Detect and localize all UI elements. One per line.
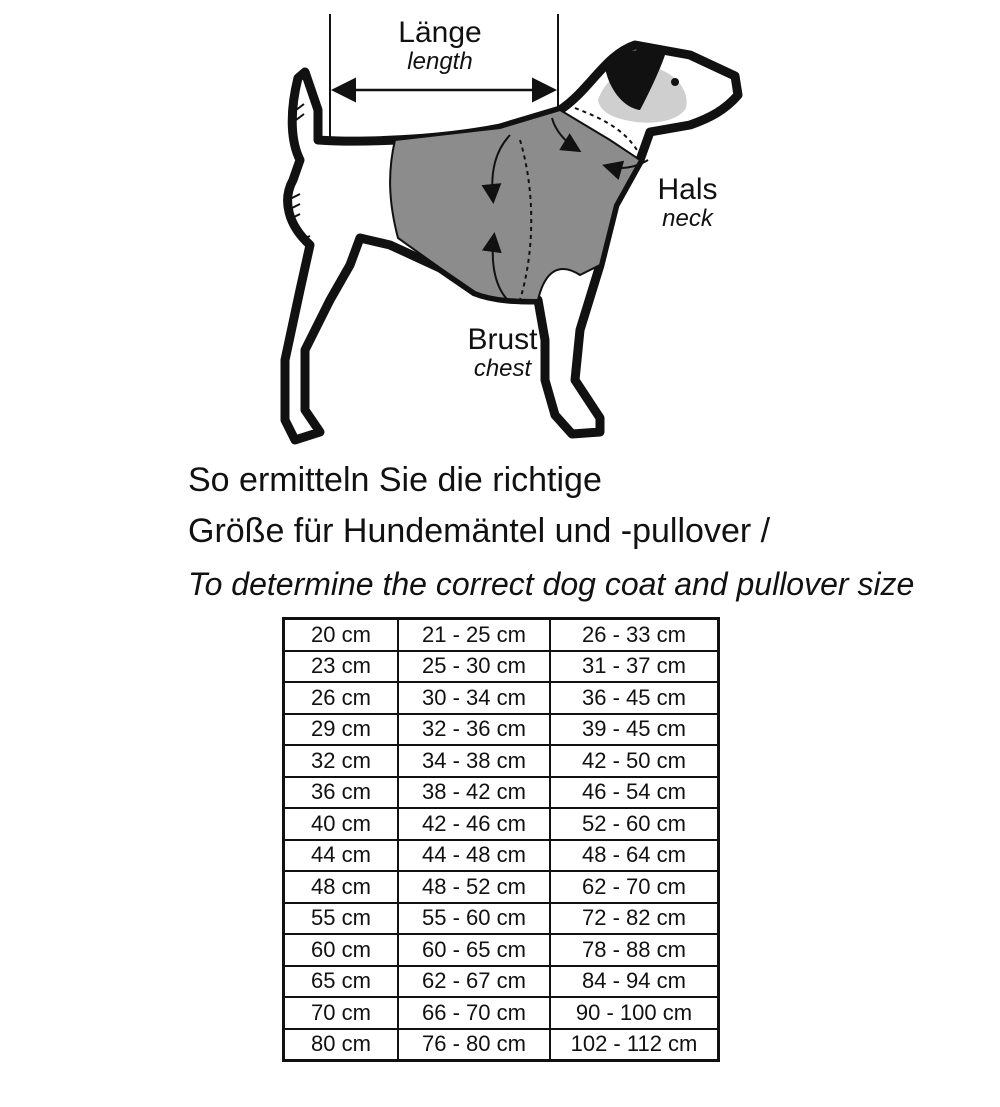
table-cell: 78 - 88 cm xyxy=(550,934,719,966)
table-cell: 48 - 52 cm xyxy=(398,871,550,903)
table-cell: 25 - 30 cm xyxy=(398,651,550,683)
chest-label-de: Brust xyxy=(467,323,538,356)
neck-label-de: Hals xyxy=(657,173,718,206)
table-cell: 39 - 45 cm xyxy=(550,714,719,746)
table-cell: 48 - 64 cm xyxy=(550,840,719,872)
heading-line-1: So ermitteln Sie die richtige xyxy=(188,461,602,499)
table-cell: 48 cm xyxy=(284,871,399,903)
table-cell: 70 cm xyxy=(284,997,399,1029)
table-row xyxy=(284,745,719,777)
table-row xyxy=(284,714,719,746)
table-cell: 84 - 94 cm xyxy=(550,966,719,998)
table-cell: 44 - 48 cm xyxy=(398,840,550,872)
table-row xyxy=(284,997,719,1029)
chest-label xyxy=(455,325,550,381)
table-cell: 26 - 33 cm xyxy=(550,619,719,651)
dog-eye xyxy=(671,78,679,86)
table-cell: 90 - 100 cm xyxy=(550,997,719,1029)
table-cell: 26 cm xyxy=(284,682,399,714)
table-cell: 42 - 46 cm xyxy=(398,808,550,840)
table-row xyxy=(284,840,719,872)
chest-label-en: chest xyxy=(473,355,532,382)
table-cell: 65 cm xyxy=(284,966,399,998)
table-cell: 76 - 80 cm xyxy=(398,1029,550,1061)
table-cell: 62 - 70 cm xyxy=(550,871,719,903)
table-cell: 55 - 60 cm xyxy=(398,903,550,935)
table-cell: 102 - 112 cm xyxy=(550,1029,719,1061)
table-cell: 32 cm xyxy=(284,745,399,777)
table-cell: 72 - 82 cm xyxy=(550,903,719,935)
neck-label xyxy=(640,175,735,231)
table-cell: 80 cm xyxy=(284,1029,399,1061)
table-cell: 29 cm xyxy=(284,714,399,746)
table-cell: 62 - 67 cm xyxy=(398,966,550,998)
table-row xyxy=(284,808,719,840)
table-cell: 32 - 36 cm xyxy=(398,714,550,746)
table-cell: 30 - 34 cm xyxy=(398,682,550,714)
table-row xyxy=(284,1029,719,1061)
table-row xyxy=(284,777,719,809)
table-cell: 60 - 65 cm xyxy=(398,934,550,966)
table-cell: 36 - 45 cm xyxy=(550,682,719,714)
table-row xyxy=(284,966,719,998)
neck-label-en: neck xyxy=(662,205,713,232)
length-label-en: length xyxy=(407,48,473,75)
table-cell: 55 cm xyxy=(284,903,399,935)
size-table xyxy=(282,617,720,1062)
table-cell: 46 - 54 cm xyxy=(550,777,719,809)
table-cell: 20 cm xyxy=(284,619,399,651)
table-cell: 36 cm xyxy=(284,777,399,809)
dog-measurement-illustration xyxy=(0,0,1000,460)
table-row xyxy=(284,903,719,935)
table-cell: 52 - 60 cm xyxy=(550,808,719,840)
table-row xyxy=(284,619,719,651)
table-cell: 66 - 70 cm xyxy=(398,997,550,1029)
table-cell: 23 cm xyxy=(284,651,399,683)
table-row xyxy=(284,651,719,683)
table-cell: 60 cm xyxy=(284,934,399,966)
table-cell: 44 cm xyxy=(284,840,399,872)
table-row xyxy=(284,682,719,714)
length-label-de: Länge xyxy=(398,16,482,49)
table-cell: 31 - 37 cm xyxy=(550,651,719,683)
table-row xyxy=(284,934,719,966)
heading-line-3: To determine the correct dog coat and pullover size xyxy=(188,566,915,602)
length-label xyxy=(380,18,500,74)
heading-line-2: Größe für Hundemäntel und -pullover / xyxy=(188,512,771,550)
table-row xyxy=(284,871,719,903)
table-cell: 42 - 50 cm xyxy=(550,745,719,777)
table-cell: 34 - 38 cm xyxy=(398,745,550,777)
table-cell: 40 cm xyxy=(284,808,399,840)
table-cell: 38 - 42 cm xyxy=(398,777,550,809)
table-cell: 21 - 25 cm xyxy=(398,619,550,651)
size-table-body xyxy=(284,619,719,1061)
